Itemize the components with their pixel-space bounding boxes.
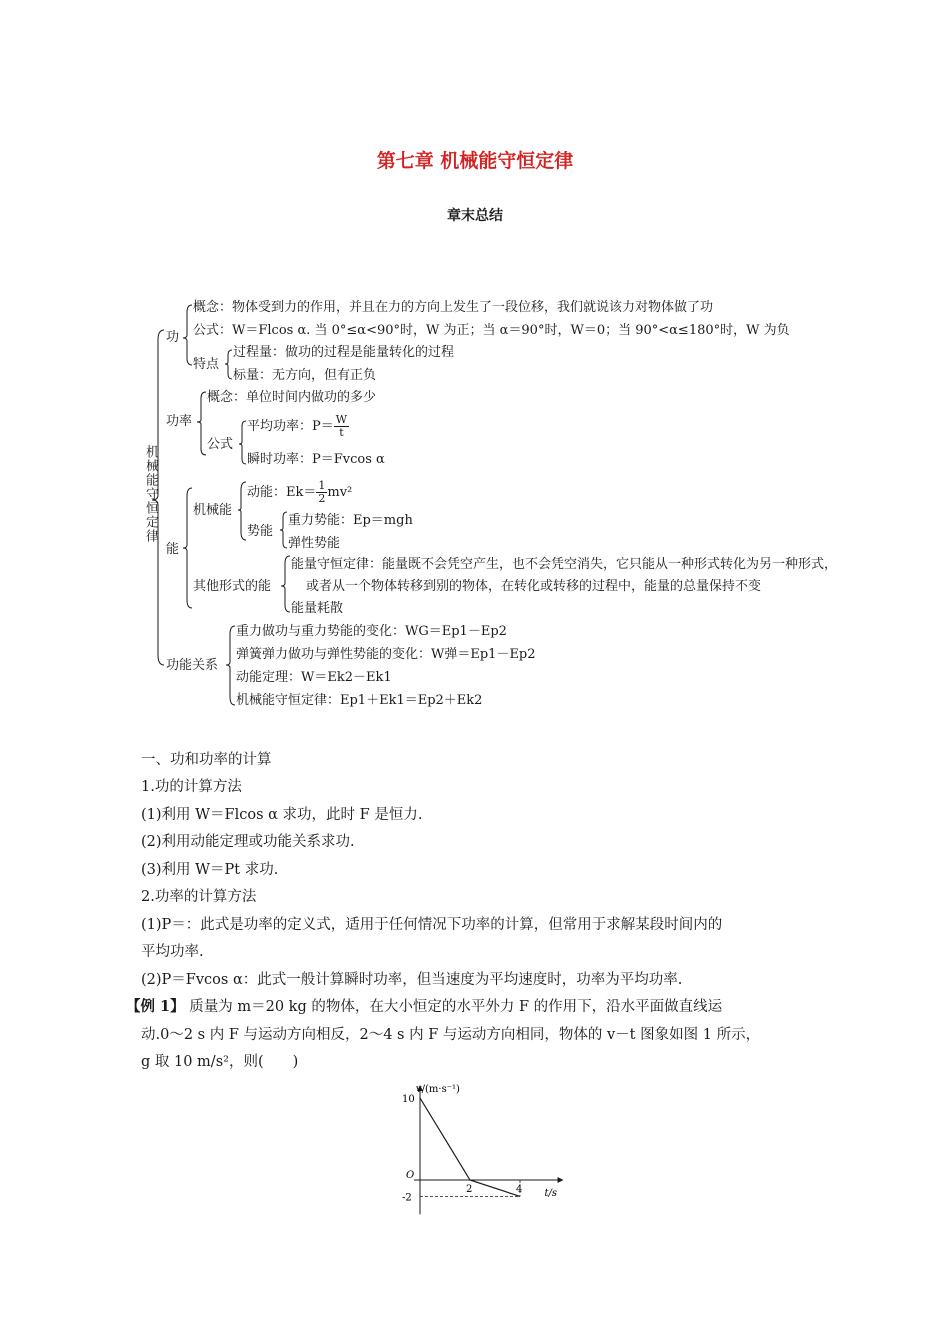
work-method-2: (2)利用动能定理或功能关系求功. [141,834,355,850]
mech-energy-label: 机械能 [193,503,233,518]
relation-2: 弹簧弹力做功与弹性势能的变化：W弹＝Ep1－Ep2 [236,647,536,662]
kinetic-num: 1 [318,479,326,492]
example-tag: 【例 1】 [126,998,185,1015]
kinetic-suffix: mv² [327,485,353,500]
work-feature-label: 特点 [193,357,220,372]
work-feature-2: 标量：无方向，但有正负 [233,368,377,383]
power-method-2: (2)P＝Fvcos α：此式一般计算瞬时功率，但当速度为平均速度时，功率为平均功率. [141,972,683,988]
subsection-work: 1.功的计算方法 [141,779,242,795]
x-axis-label: t/s [544,1188,558,1199]
gravity-pe: 重力势能：Ep＝mgh [288,513,413,528]
energy-dissipation: 能量耗散 [291,601,344,616]
x-tick-label-0: 2 [466,1184,473,1195]
relation-label: 功能关系 [166,658,219,673]
power-method-1a: (1)P＝：此式是功率的定义式，适用于任何情况下功率的计算，但常用于求解某段时间内的 [141,917,723,933]
elastic-pe: 弹性势能 [288,536,341,551]
kinetic-prefix: 动能：Ek＝ [247,485,317,500]
energy-label: 能 [166,542,180,557]
example-line-3: g 取 10 m/s²，则( ) [141,1054,299,1070]
series-line [420,1098,523,1196]
page-title: 第七章 机械能守恒定律 [376,150,574,172]
conservation-line-1: 能量守恒定律：能量既不会凭空产生，也不会凭空消失，它只能从一种形式转化为另一种形式， [291,557,838,572]
vt-graph [380,1080,580,1225]
x-tick-label-1: 4 [516,1184,523,1195]
kinetic-den: 2 [318,492,326,505]
power-average [247,414,349,439]
power-method-1b: 平均功率. [141,944,204,960]
example-text-1: 质量为 m＝20 kg 的物体，在大小恒定的水平外力 F 的作用下，沿水平面做直线运 [189,999,723,1015]
y-axis-label: v/(m·s⁻¹) [416,1084,460,1095]
power-average-num: W [335,413,348,426]
power-average-fraction [334,414,349,439]
work-label: 功 [166,330,180,345]
example-line-1 [126,997,722,1017]
work-concept: 概念：物体受到力的作用，并且在力的方向上发生了一段位移，我们就说该力对物体做了功 [193,300,714,315]
section-heading: 一、功和功率的计算 [141,752,272,768]
conservation-line-2: 或者从一个物体转移到别的物体，在转化或转移的过程中，能量的总量保持不变 [306,579,762,594]
relation-4: 机械能守恒定律：Ep1＋Ek1＝Ep2＋Ek2 [236,693,483,708]
y-tick-label-0: 10 [402,1094,415,1105]
power-label: 功率 [166,414,193,429]
power-formula-label: 公式 [207,437,234,452]
kinetic-fraction [316,480,327,505]
relation-1: 重力做功与重力势能的变化：WG＝Ep1－Ep2 [236,624,507,639]
relation-3: 动能定理：W＝Ek2－Ek1 [236,670,392,685]
work-method-3: (3)利用 W＝Pt 求功. [141,862,279,878]
power-concept: 概念：单位时间内做功的多少 [207,390,377,405]
y-tick-label-1: -2 [402,1192,412,1204]
work-method-1: (1)利用 W＝Flcos α 求功，此时 F 是恒力. [141,807,423,823]
subsection-power: 2.功率的计算方法 [141,889,257,905]
other-energy-label: 其他形式的能 [193,579,272,594]
origin-label: O [406,1170,415,1181]
potential-label: 势能 [247,524,274,539]
power-average-prefix: 平均功率：P＝ [247,419,334,434]
power-average-den: t [339,426,344,439]
kinetic-energy [247,480,352,505]
power-instant: 瞬时功率：P＝Fvcos α [247,452,385,467]
work-feature-1: 过程量：做功的过程是能量转化的过程 [233,345,455,360]
work-formula: 公式：W＝Flcos α. 当 0°≤α<90°时，W 为正；当 α＝90°时，W＝0；当 90°<α≤180°时，W 为负 [193,323,790,338]
page-subtitle: 章末总结 [447,208,503,224]
example-line-2: 动.0～2 s 内 F 与运动方向相反，2～4 s 内 F 与运动方向相同，物体的 v－t 图象如图 1 所示， [141,1027,761,1043]
concept-map-root: 机械能守恒定律 [143,445,158,543]
